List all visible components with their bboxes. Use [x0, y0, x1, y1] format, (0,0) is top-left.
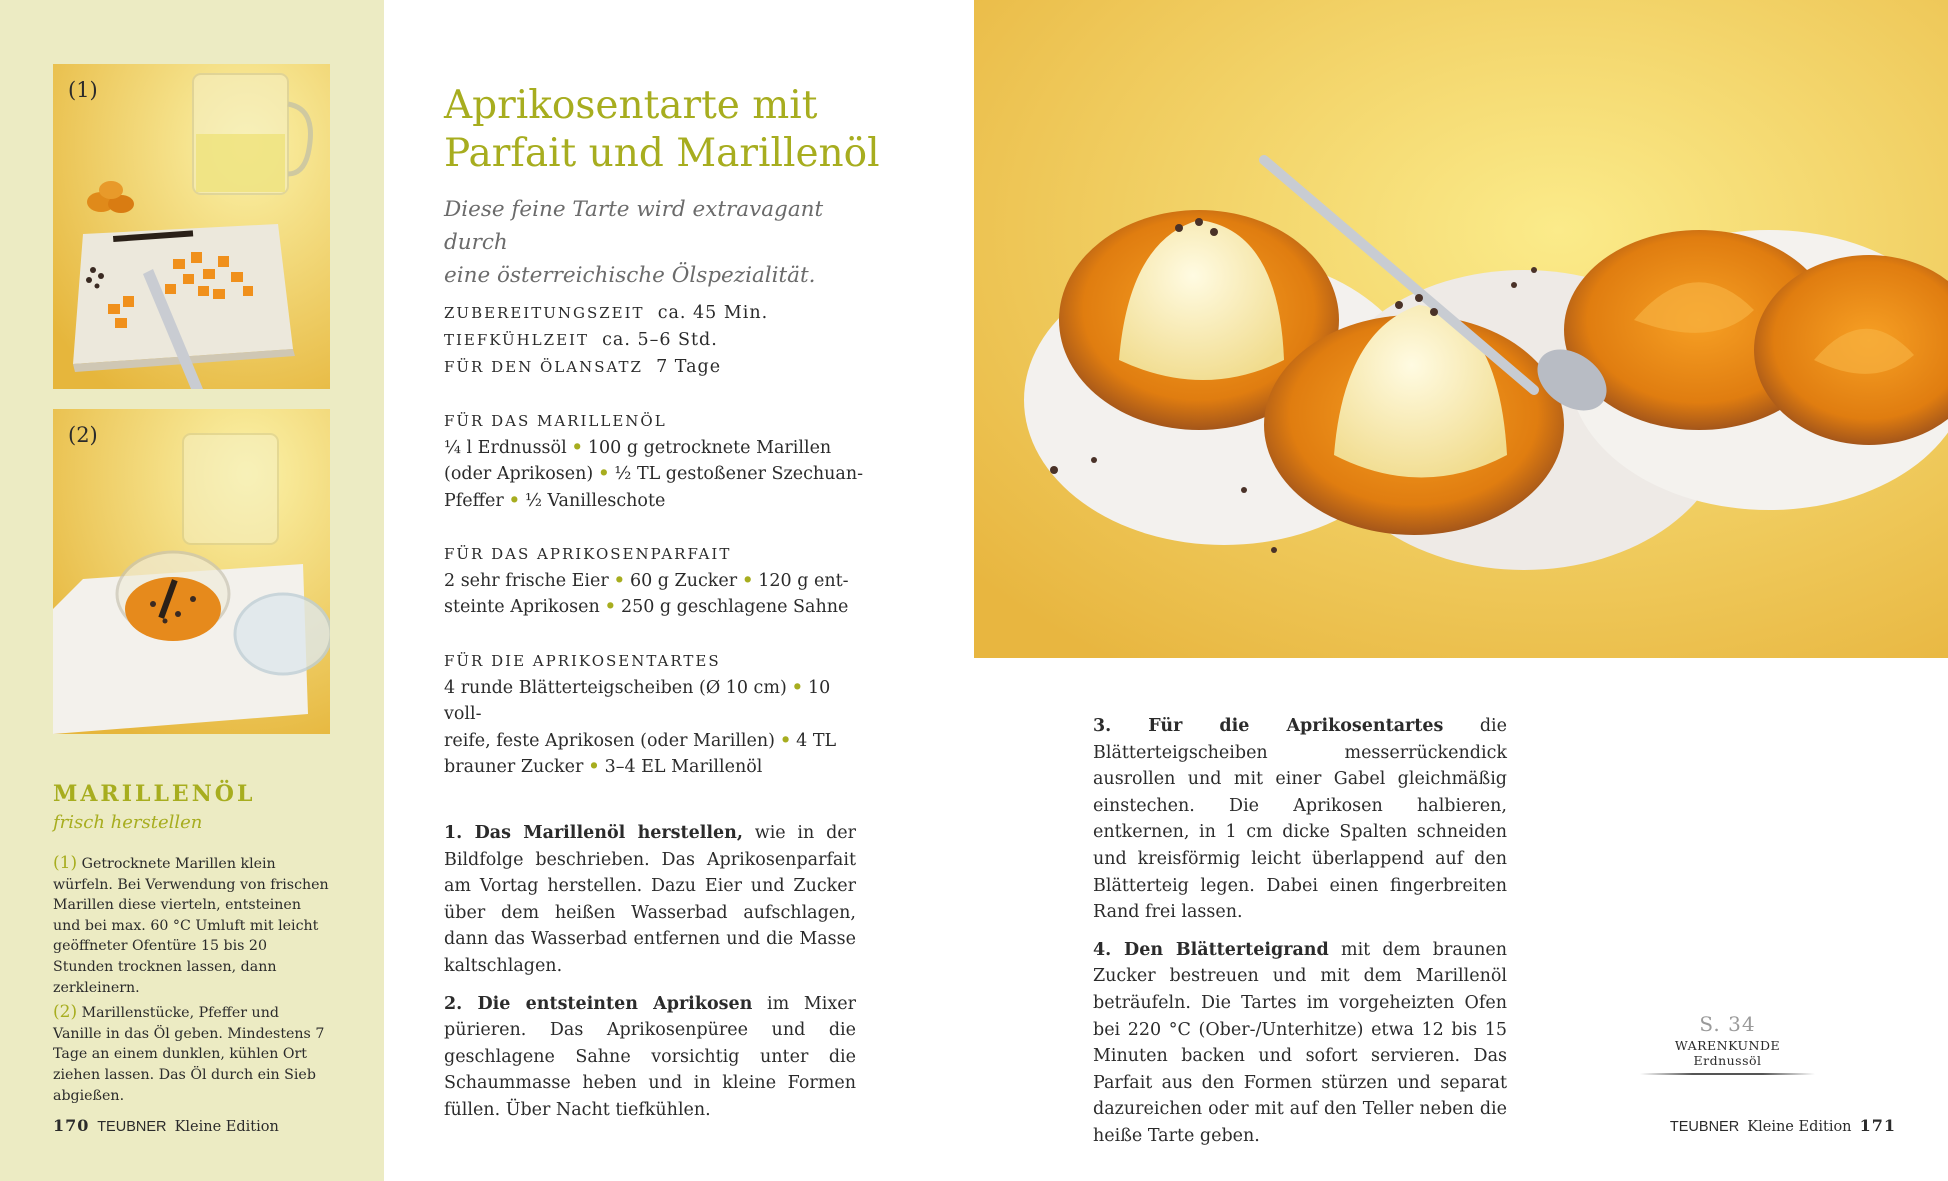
step-photo-1-label: (1) — [68, 78, 98, 102]
ingredient-item: 250 g geschlagene Sahne — [620, 597, 849, 618]
sidebar-step-1 — [53, 853, 331, 998]
method-step-lead: 3. Für die Aprikosentartes — [1093, 716, 1444, 736]
time-value: ca. 45 Min. — [657, 303, 769, 323]
ingredient-line — [444, 568, 864, 595]
ingredient-item: Pfeffer — [444, 490, 504, 511]
cross-reference-label: WARENKUNDE Erdnussöl — [1674, 1038, 1781, 1068]
ingredient-item: 4 runde Blätterteigscheiben (Ø 10 cm) — [444, 677, 787, 698]
step-photo-2 — [53, 409, 330, 734]
recipe-title — [444, 82, 884, 178]
method-step-lead: 2. Die entsteinten Aprikosen — [444, 993, 753, 1014]
ingredient-item: reife, feste Aprikosen (oder Marillen) — [444, 730, 775, 751]
method-step-text: die Blätterteigscheiben messerrückendick ausrollen und mit einer Gabel gleichmäßig einstechen. Die Aprikosen halbieren, entkernen, in 1 cm dicke Spalten schneiden und kreisförmig leicht überlappend auf den Blätterteig legen. Dabei einen fingerbreiten Rand frei lassen. — [1093, 716, 1507, 923]
bullet-dot: • — [571, 437, 583, 458]
ingredient-item: (oder Aprikosen) — [444, 464, 594, 485]
ingredients-heading: FÜR DAS MARILLENÖL — [444, 412, 667, 430]
ingredient-line — [444, 675, 864, 728]
ingredient-item: ¼ l Erdnussöl — [444, 437, 567, 458]
sidebar-panel — [0, 0, 384, 1181]
ingredient-item: ½ TL gestoßener Szechuan- — [614, 464, 864, 485]
cross-reference-page: S. 34 — [1699, 1012, 1756, 1036]
ingredient-line — [444, 754, 864, 781]
bullet-dot: • — [604, 597, 616, 618]
step-photo-2-label: (2) — [68, 423, 98, 447]
ingredient-item: 60 g Zucker — [629, 570, 738, 591]
left-folio-brand: TEUBNER — [97, 1119, 167, 1135]
bullet-dot: • — [598, 464, 610, 485]
ingredients-parfait — [444, 541, 864, 621]
ingredient-line — [444, 594, 864, 621]
time-value: 7 Tage — [656, 357, 722, 377]
method-step-text: wie in der Bildfolge beschrieben. Das Aprikosenparfait am Vortag herstellen. Dazu Eier und Zucker über dem heißen Wasserbad aufschlagen, dann das Wasserbad entfernen und die Masse kaltschlagen. — [444, 823, 856, 976]
time-value: ca. 5–6 Std. — [602, 330, 718, 350]
method-step-3 — [1093, 713, 1507, 926]
ingredient-item: 4 TL — [796, 730, 837, 751]
ingredient-item: 10 voll- — [444, 677, 831, 725]
method-step-4 — [1093, 937, 1507, 1150]
method-step-text: im Mixer pürieren. Das Aprikosenpüree und die geschlagene Sahne vorsichtig unter die Schaummasse heben und in kleine Formen füllen. Über Nacht tiefkühlen. — [444, 993, 856, 1120]
cross-reference-rule — [1640, 1073, 1815, 1075]
right-folio-edition: Kleine Edition — [1747, 1119, 1852, 1135]
method-step-1 — [444, 820, 856, 980]
ingredient-line — [444, 461, 864, 488]
method-column-1 — [444, 820, 856, 1135]
time-row — [444, 354, 864, 381]
time-label: TIEFKÜHLZEIT — [444, 331, 589, 349]
bullet-dot: • — [742, 570, 754, 591]
left-folio-edition: Kleine Edition — [174, 1119, 279, 1135]
recipe-title-line-1: Aprikosentarte mit — [444, 83, 818, 128]
cross-reference[interactable] — [1640, 1012, 1815, 1075]
ingredients-heading: FÜR DIE APRIKOSENTARTES — [444, 652, 721, 670]
left-page-number: 170 — [53, 1116, 90, 1135]
bullet-dot: • — [613, 570, 625, 591]
bullet-dot: • — [791, 677, 803, 698]
recipe-subtitle — [444, 193, 874, 292]
ingredient-item: brauner Zucker — [444, 757, 584, 778]
ingredient-item: 120 g ent- — [758, 570, 849, 591]
method-step-2 — [444, 991, 856, 1124]
ingredient-item: 100 g getrocknete Marillen — [587, 437, 832, 458]
recipe-title-line-2: Parfait und Marillenöl — [444, 131, 880, 176]
step-photo-1 — [53, 64, 330, 389]
sidebar-step-2 — [53, 1002, 331, 1106]
ingredient-item: 3–4 EL Marillenöl — [604, 757, 763, 778]
time-label: FÜR DEN ÖLANSATZ — [444, 358, 643, 376]
sidebar-step-1-text: Getrocknete Marillen klein würfeln. Bei Verwendung von frischen Marillen diese vierteln, entsteinen und bei max. 60 °C Umluft mit leicht geöffneter Ofentüre 15 bis 20 Stunden trocknen lassen, dann zerkleinern. — [53, 856, 329, 996]
sidebar-step-1-num: (1) — [53, 853, 78, 873]
right-page-number: 171 — [1859, 1116, 1896, 1135]
sidebar-step-2-text: Marillenstücke, Pfeffer und Vanille in das Öl geben. Mindestens 7 Tage an einem dunklen, kühlen Ort ziehen lassen. Das Öl durch ein Sieb abgießen. — [53, 1005, 325, 1104]
recipe-subtitle-line-1: Diese feine Tarte wird extravagant durch — [444, 197, 824, 255]
sidebar-steps — [53, 853, 331, 1110]
step-photo-2-image — [53, 409, 330, 734]
ingredients-marillenoel — [444, 408, 864, 514]
right-folio-brand: TEUBNER — [1669, 1119, 1740, 1135]
bullet-dot: • — [779, 730, 792, 751]
left-folio — [53, 1116, 279, 1135]
sidebar-step-2-num: (2) — [53, 1002, 78, 1023]
method-step-text: mit dem braunen Zucker bestreuen und mit dem Marillenöl beträufeln. Die Tartes im vorgeheizten Ofen bei 220 °C (Ober-/Unterhitze) etwa 12 bis 15 Minuten backen und sofort servieren. Das Parfait aus den Formen stürzen und separat dazureichen oder mit auf den Teller neben die heiße Tarte geben. — [1093, 939, 1507, 1146]
ingredient-line — [444, 435, 864, 462]
method-step-lead: 4. Den Blätterteigrand — [1093, 939, 1329, 960]
ingredients-heading: FÜR DAS APRIKOSENPARFAIT — [444, 545, 732, 563]
recipe-times — [444, 300, 864, 381]
step-photo-1-image — [53, 64, 330, 389]
right-folio — [1670, 1116, 1896, 1135]
ingredient-item: steinte Aprikosen — [444, 597, 600, 618]
time-label: ZUBEREITUNGSZEIT — [444, 304, 645, 322]
time-row — [444, 300, 864, 327]
time-row — [444, 327, 864, 354]
ingredient-line — [444, 488, 864, 515]
ingredients-tartes — [444, 648, 864, 781]
sidebar-title: MARILLENÖL — [53, 781, 256, 807]
bullet-dot: • — [588, 757, 600, 778]
hero-photo-image — [974, 0, 1948, 658]
method-column-2 — [1093, 713, 1507, 1161]
ingredient-item: ½ Vanilleschote — [524, 490, 666, 511]
recipe-subtitle-line-2: eine österreichische Ölspezialität. — [444, 263, 816, 288]
ingredient-line — [444, 728, 864, 755]
ingredient-item: 2 sehr frische Eier — [444, 570, 609, 591]
hero-photo — [974, 0, 1948, 658]
sidebar-subtitle: frisch herstellen — [53, 812, 203, 833]
bullet-dot: • — [508, 490, 520, 511]
method-step-lead: 1. Das Marillenöl herstellen, — [444, 823, 743, 843]
